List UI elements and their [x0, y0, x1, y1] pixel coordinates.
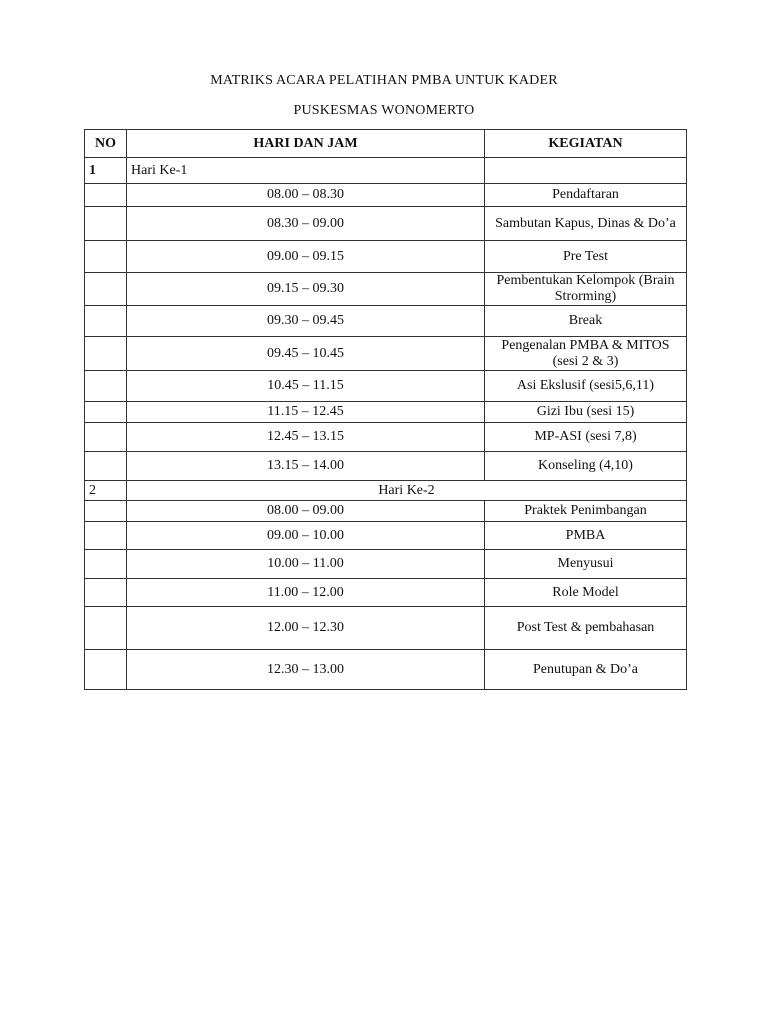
table-row	[85, 423, 687, 452]
activity-cell: Asi Ekslusif (sesi5,6,11)	[485, 371, 687, 402]
time-cell: 09.15 – 09.30	[127, 273, 485, 306]
activity-cell: Break	[485, 306, 687, 337]
empty-cell	[85, 607, 127, 650]
time-cell: 08.00 – 09.00	[127, 501, 485, 522]
empty-cell	[85, 273, 127, 306]
empty-cell	[85, 579, 127, 607]
empty-cell	[85, 402, 127, 423]
time-cell: 13.15 – 14.00	[127, 452, 485, 481]
table-row	[85, 402, 687, 423]
empty-cell	[85, 241, 127, 273]
day-label: Hari Ke-2	[127, 481, 687, 501]
time-cell: 10.00 – 11.00	[127, 550, 485, 579]
empty-cell	[85, 501, 127, 522]
empty-cell	[85, 423, 127, 452]
empty-cell	[85, 522, 127, 550]
empty-cell	[85, 207, 127, 241]
time-cell: 12.00 – 12.30	[127, 607, 485, 650]
day-number: 2	[85, 481, 127, 501]
time-cell: 11.15 – 12.45	[127, 402, 485, 423]
empty-cell	[85, 650, 127, 690]
header-activity: KEGIATAN	[485, 130, 687, 158]
time-cell: 12.30 – 13.00	[127, 650, 485, 690]
activity-cell: Sambutan Kapus, Dinas & Do’a	[485, 207, 687, 241]
time-cell: 09.30 – 09.45	[127, 306, 485, 337]
table-row	[85, 550, 687, 579]
empty-cell	[85, 306, 127, 337]
day-label: Hari Ke-1	[127, 158, 485, 184]
time-cell: 12.45 – 13.15	[127, 423, 485, 452]
header-no: NO	[85, 130, 127, 158]
table-header-row	[85, 130, 687, 158]
activity-cell: Pembentukan Kelompok (Brain Strorming)	[485, 273, 687, 306]
day-number: 1	[85, 158, 127, 184]
schedule-table	[84, 129, 687, 690]
time-cell: 11.00 – 12.00	[127, 579, 485, 607]
empty-cell	[85, 337, 127, 371]
table-row	[85, 337, 687, 371]
activity-cell: Menyusui	[485, 550, 687, 579]
table-row	[85, 522, 687, 550]
table-row	[85, 273, 687, 306]
activity-cell: Penutupan & Do’a	[485, 650, 687, 690]
time-cell: 08.00 – 08.30	[127, 184, 485, 207]
header-day-time: HARI DAN JAM	[127, 130, 485, 158]
activity-cell: Praktek Penimbangan	[485, 501, 687, 522]
document-subtitle: PUSKESMAS WONOMERTO	[293, 103, 475, 118]
activity-cell: Post Test & pembahasan	[485, 607, 687, 650]
activity-cell: Pengenalan PMBA & MITOS (sesi 2 & 3)	[485, 337, 687, 371]
time-cell: 09.00 – 09.15	[127, 241, 485, 273]
day-row	[85, 481, 687, 501]
time-cell: 08.30 – 09.00	[127, 207, 485, 241]
activity-cell: Pendaftaran	[485, 184, 687, 207]
table-row	[85, 184, 687, 207]
table-row	[85, 650, 687, 690]
empty-cell	[85, 452, 127, 481]
activity-cell: Pre Test	[485, 241, 687, 273]
empty-cell	[85, 184, 127, 207]
activity-cell: MP-ASI (sesi 7,8)	[485, 423, 687, 452]
empty-cell	[85, 371, 127, 402]
empty-cell	[485, 158, 687, 184]
table-row	[85, 452, 687, 481]
table-row	[85, 241, 687, 273]
table-row	[85, 579, 687, 607]
table-row	[85, 371, 687, 402]
table-row	[85, 501, 687, 522]
day-row	[85, 158, 687, 184]
table-row	[85, 306, 687, 337]
time-cell: 09.45 – 10.45	[127, 337, 485, 371]
time-cell: 09.00 – 10.00	[127, 522, 485, 550]
document-title: MATRIKS ACARA PELATIHAN PMBA UNTUK KADER	[210, 73, 558, 88]
activity-cell: PMBA	[485, 522, 687, 550]
activity-cell: Role Model	[485, 579, 687, 607]
empty-cell	[85, 550, 127, 579]
activity-cell: Gizi Ibu (sesi 15)	[485, 402, 687, 423]
activity-cell: Konseling (4,10)	[485, 452, 687, 481]
time-cell: 10.45 – 11.15	[127, 371, 485, 402]
table-row	[85, 607, 687, 650]
table-row	[85, 207, 687, 241]
